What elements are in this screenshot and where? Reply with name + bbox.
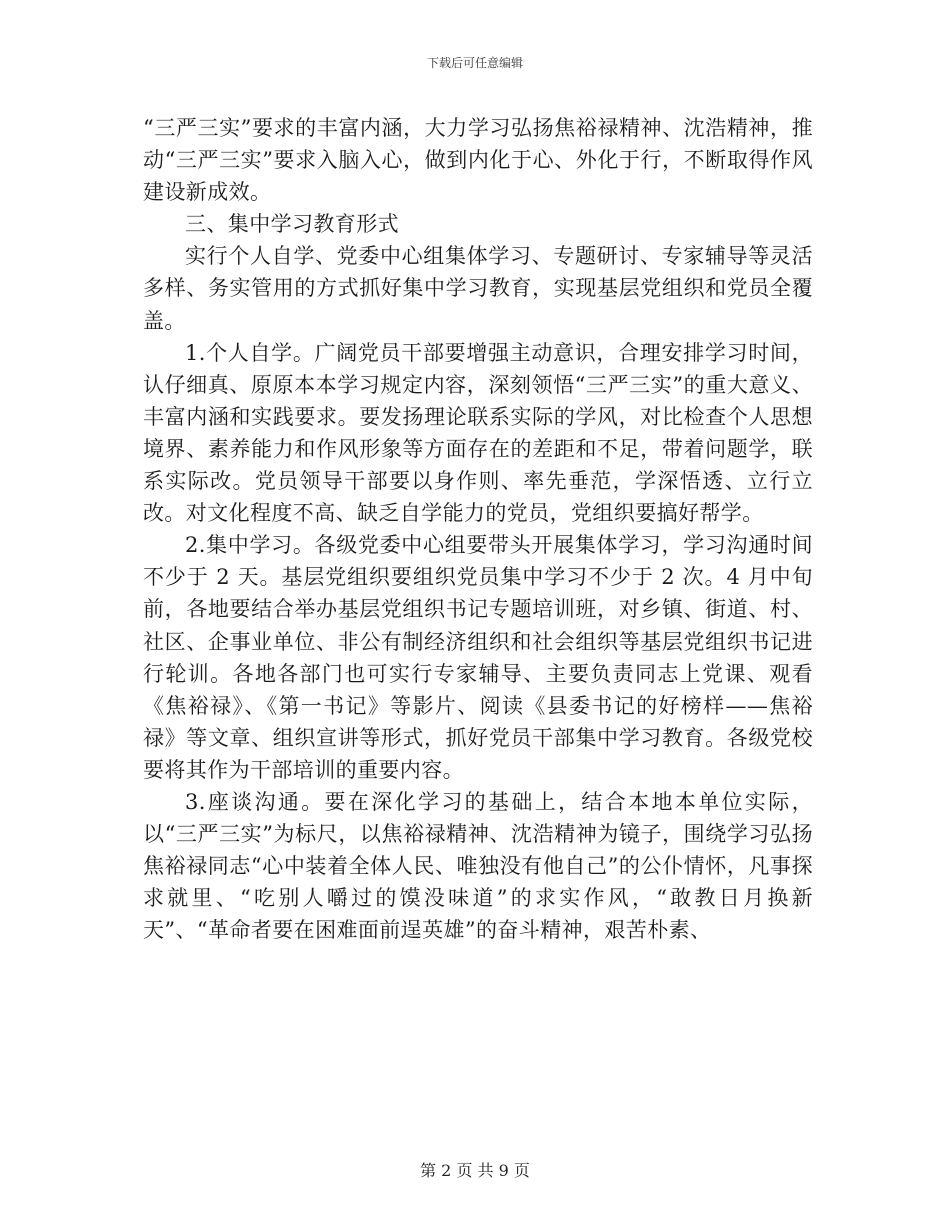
document-body bbox=[143, 112, 813, 946]
section-heading: 三、集中学习教育形式 bbox=[185, 212, 399, 237]
page-number: 第 2 页 共 9 页 bbox=[420, 1161, 530, 1180]
paragraph-item-3: 3.座谈沟通。要在深化学习的基础上，结合本地本单位实际，以“三严三实”为标尺，以焦裕禄精神、沈浩精神为镜子，围绕学习弘扬焦裕禄同志“心中装着全体人民、唯独没有他自己”的公仆情怀，凡事探求就里、“吃别人嚼过的馍没味道”的求实作风，“敢教日月换新天”、“革命者要在困难面前逞英雄”的奋斗精神，艰苦朴素、 bbox=[143, 789, 813, 943]
paragraph-item-1: 1.个人自学。广阔党员干部要增强主动意识，合理安排学习时间，认仔细真、原原本本学习规定内容，深刻领悟“三严三实”的重大意义、丰富内涵和实践要求。要发扬理论联系实际的学风，对比检查个人思想境界、素养能力和作风形象等方面存在的差距和不足，带着问题学，联系实际改。党员领导干部要以身作则、率先垂范，学深悟透、立行立改。对文化程度不高、缺乏自学能力的党员，党组织要搞好帮学。 bbox=[143, 340, 813, 526]
paragraph-continuation: “三严三实”要求的丰富内涵，大力学习弘扬焦裕禄精神、沈浩精神，推动“三严三实”要求入脑入心，做到内化于心、外化于行，不断取得作风建设新成效。 bbox=[143, 116, 813, 205]
paragraph: 实行个人自学、党委中心组集体学习、专题研讨、专家辅导等灵活多样、务实管用的方式抓好集中学习教育，实现基层党组织和党员全覆盖。 bbox=[143, 244, 813, 333]
page-header: 下载后可任意编辑 bbox=[426, 56, 523, 70]
paragraph-item-2: 2.集中学习。各级党委中心组要带头开展集体学习，学习沟通时间不少于 2 天。基层党组织要组织党员集中学习不少于 2 次。4 月中旬前，各地要结合举办基层党组织书记专题培训班，对乡镇、街道、村、社区、企事业单位、非公有制经济组织和社会组织等基层党组织书记进行轮训。各地各部门也可实行专家辅导、主要负责同志上党课、观看《焦裕禄》、《第一书记》等影片、阅读《县委书记的好榜样——焦裕禄》等文章、组织宣讲等形式，抓好党员干部集中学习教育。各级党校要将其作为干部培训的重要内容。 bbox=[143, 533, 813, 782]
